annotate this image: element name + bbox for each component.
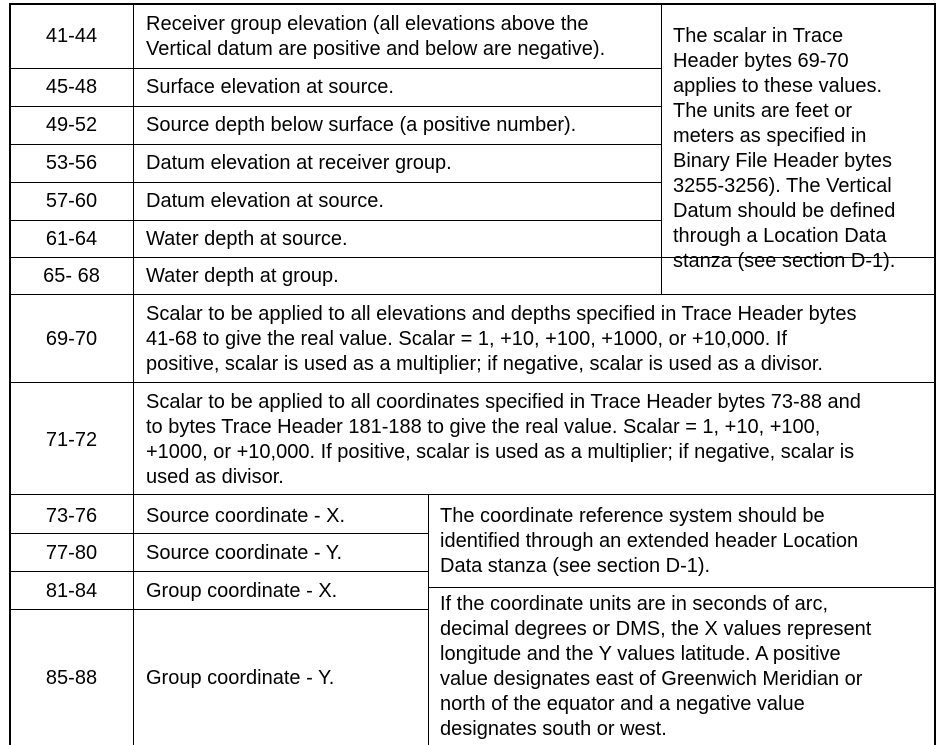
table-top-border — [9, 3, 936, 5]
field-description: Surface elevation at source. — [146, 76, 394, 98]
field-description: Datum elevation at source. — [146, 190, 384, 212]
row-separator — [428, 587, 935, 588]
description-line: +1000, or +10,000. If positive, scalar is used as a multiplier; if negative, scalar is — [146, 441, 855, 463]
note-line: north of the equator and a negative value — [440, 693, 805, 715]
row-separator — [9, 106, 661, 107]
byte-range: 71-72 — [45, 429, 98, 451]
table-right-border — [934, 3, 936, 745]
byte-range: 81-84 — [45, 580, 98, 602]
field-description: Source coordinate - X. — [146, 505, 345, 527]
byte-range: 65- 68 — [43, 265, 100, 287]
coordinate-reference-note — [440, 504, 858, 579]
note-line: Binary File Header bytes — [673, 150, 892, 172]
row-separator — [9, 494, 936, 495]
row-separator — [9, 68, 661, 69]
field-description: Source depth below surface (a positive number). — [146, 114, 577, 136]
row-separator — [9, 382, 936, 383]
byte-range: 41-44 — [45, 25, 98, 47]
note-line: The coordinate reference system should be — [440, 505, 825, 527]
row-separator — [9, 533, 428, 534]
byte-range: 57-60 — [45, 190, 98, 212]
byte-column-divider — [133, 4, 134, 745]
description-line: Scalar to be applied to all elevations and depths specified in Trace Header bytes — [146, 303, 857, 325]
note-line: longitude and the Y values latitude. A positive — [440, 643, 841, 665]
note-line: Datum should be defined — [673, 200, 896, 222]
field-description — [146, 302, 856, 377]
field-description: Datum elevation at receiver group. — [146, 152, 452, 174]
note-line: stanza (see section D-1). — [673, 250, 896, 272]
row-separator — [9, 144, 661, 145]
field-description: Water depth at source. — [146, 228, 348, 250]
note-line: If the coordinate units are in seconds of arc, — [440, 593, 828, 615]
note-line: decimal degrees or DMS, the X values represent — [440, 618, 872, 640]
note-line: value designates east of Greenwich Meridian or — [440, 668, 863, 690]
field-description: Group coordinate - X. — [146, 580, 338, 602]
row-separator — [9, 294, 936, 295]
description-line: Vertical datum are positive and below are negative). — [146, 38, 606, 60]
byte-range: 73-76 — [45, 505, 98, 527]
field-description: Water depth at group. — [146, 265, 339, 287]
note-line: Data stanza (see section D-1). — [440, 555, 711, 577]
coordinate-units-note — [440, 592, 871, 742]
row-separator — [9, 257, 661, 258]
note-line: designates south or west. — [440, 718, 667, 740]
byte-range: 85-88 — [45, 667, 98, 689]
row-separator — [9, 609, 428, 610]
description-line: Receiver group elevation (all elevations above the — [146, 13, 589, 35]
byte-range: 61-64 — [45, 228, 98, 250]
elevation-note-divider — [661, 4, 662, 294]
description-line: to bytes Trace Header 181-188 to give the real value. Scalar = 1, +10, +100, — [146, 416, 821, 438]
description-line: Scalar to be applied to all coordinates specified in Trace Header bytes 73-88 and — [146, 391, 861, 413]
byte-range: 77-80 — [45, 542, 98, 564]
elevation-scalar-note — [673, 24, 895, 274]
note-line: The scalar in Trace — [673, 25, 844, 47]
field-description: Group coordinate - Y. — [146, 667, 335, 689]
field-description: Source coordinate - Y. — [146, 542, 343, 564]
note-line: meters as specified in — [673, 125, 867, 147]
note-line: through a Location Data — [673, 225, 887, 247]
byte-range: 45-48 — [45, 76, 98, 98]
row-separator — [9, 571, 428, 572]
note-line: Header bytes 69-70 — [673, 50, 849, 72]
row-separator — [9, 182, 661, 183]
coordinate-note-divider — [428, 495, 429, 745]
byte-range: 53-56 — [45, 152, 98, 174]
field-description — [146, 390, 861, 490]
byte-range: 49-52 — [45, 114, 98, 136]
description-line: used as divisor. — [146, 466, 284, 488]
row-separator — [9, 220, 661, 221]
description-line: 41-68 to give the real value. Scalar = 1, +10, +100, +1000, or +10,000. If — [146, 328, 788, 350]
note-line: applies to these values. — [673, 75, 883, 97]
note-line: identified through an extended header Location — [440, 530, 859, 552]
description-line: positive, scalar is used as a multiplier; if negative, scalar is used as a divisor. — [146, 353, 823, 375]
field-description — [146, 12, 605, 62]
note-line: The units are feet or — [673, 100, 852, 122]
byte-range: 69-70 — [45, 328, 98, 350]
note-line: 3255-3256). The Vertical — [673, 175, 892, 197]
